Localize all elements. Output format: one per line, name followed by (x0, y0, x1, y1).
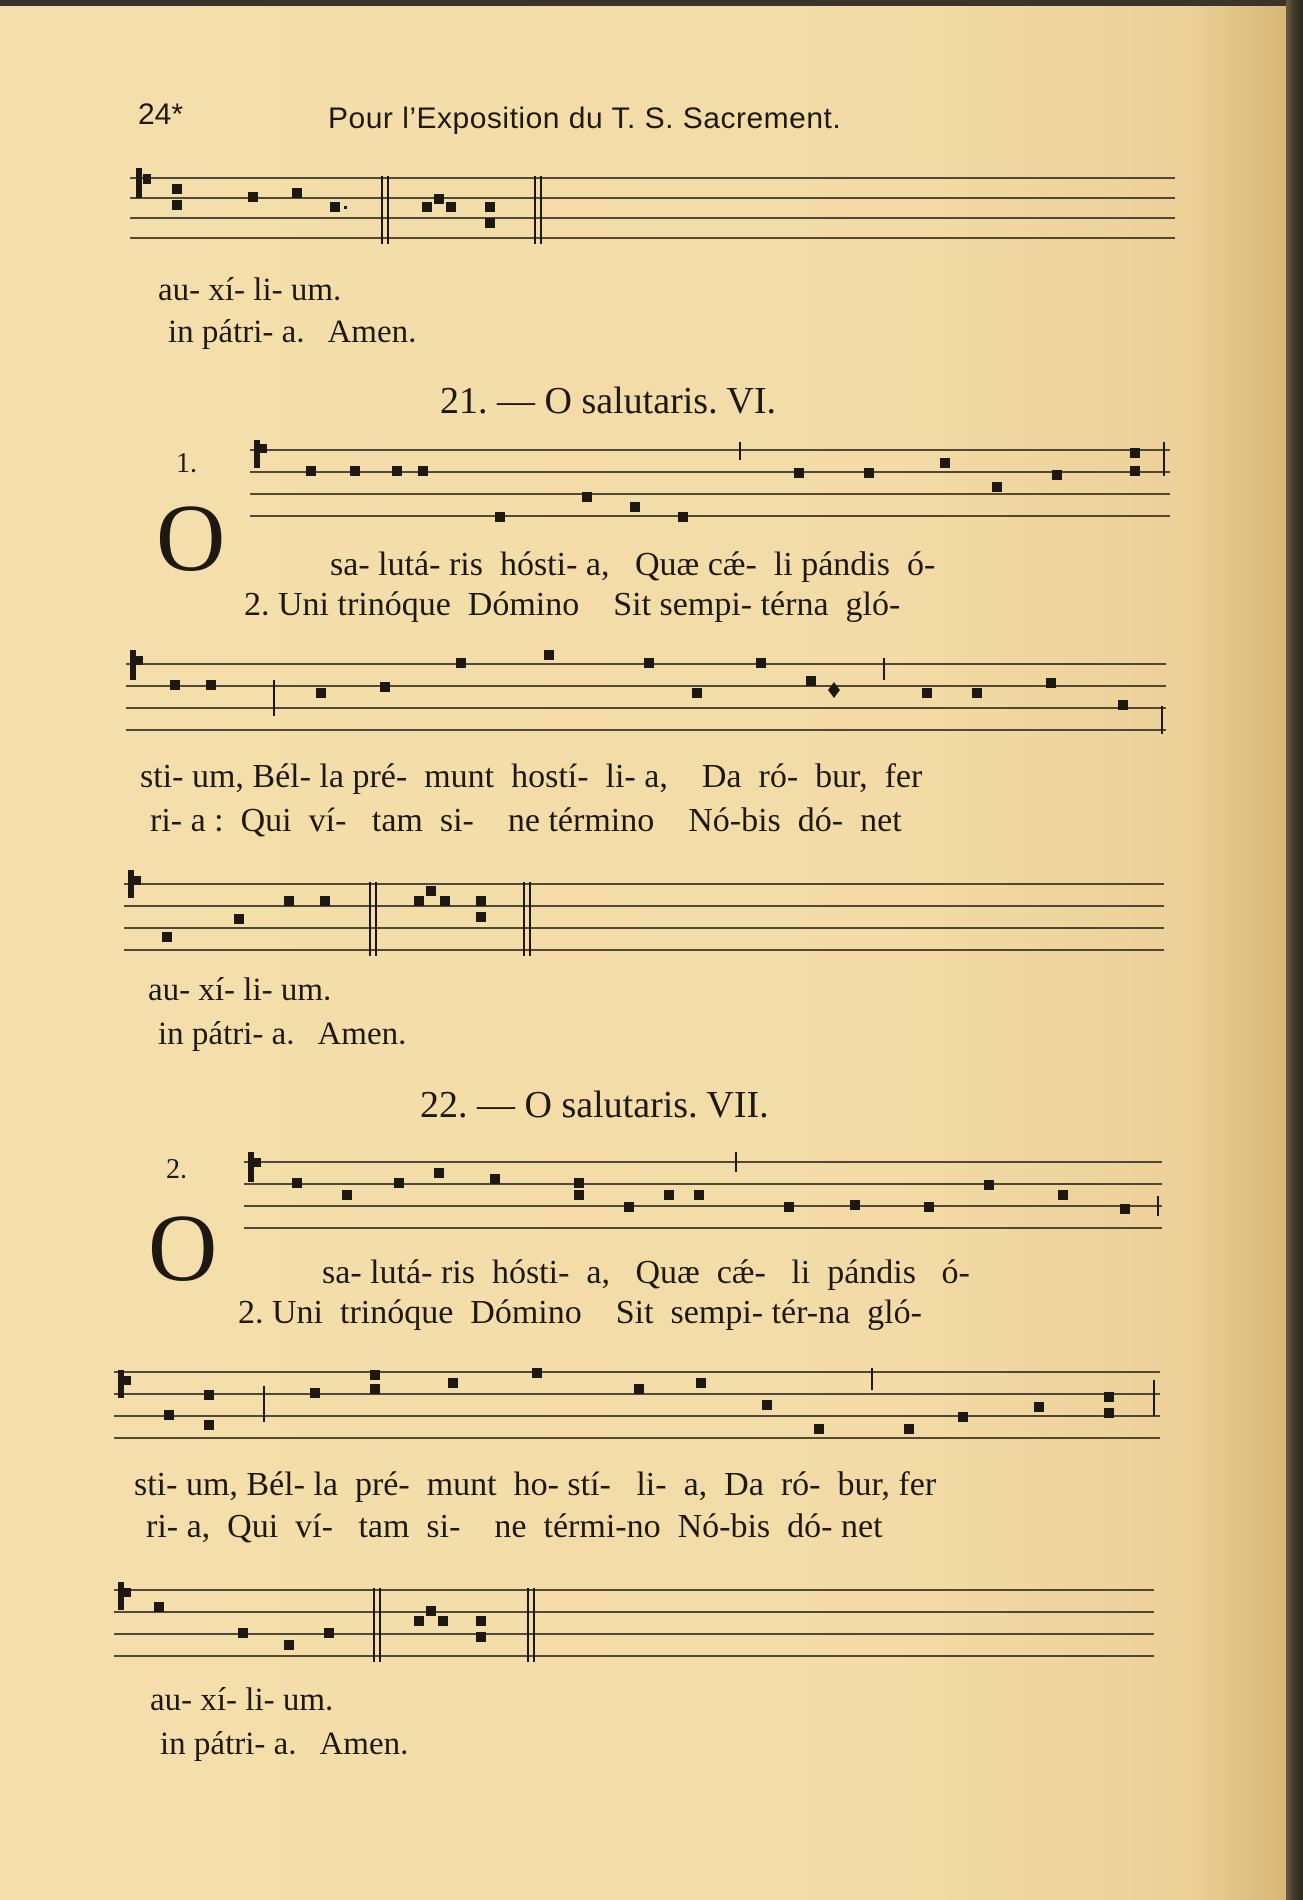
lyrics-line: in pátri- a. Amen. (158, 1016, 407, 1052)
music-staff (244, 1150, 1162, 1250)
verse-number: 2. (166, 1154, 187, 1185)
music-staff (124, 870, 1164, 970)
music-staff (250, 440, 1170, 540)
lyrics-verse-2: 2. Uni trinóque Dómino Sit sempi- térna gló- (244, 586, 901, 623)
running-title: Pour l’Exposition du T. S. Sacrement. (328, 102, 842, 135)
lyrics-verse-2: ri- a : Qui ví- tam si- ne término Nó-bis dó- net (150, 802, 902, 839)
page-number: 24* (138, 98, 184, 131)
book-spine (1286, 0, 1303, 1900)
lyrics-line: in pátri- a. Amen. (168, 314, 417, 350)
verse-number: 1. (176, 448, 197, 479)
music-staff (114, 1580, 1154, 1680)
music-staff (126, 650, 1166, 750)
lyrics-line: au- xí- li- um. (158, 272, 342, 308)
chant-title: 21. — O salutaris. VI. (440, 380, 776, 422)
lyrics-verse-2: ri- a, Qui ví- tam si- ne térmi-no Nó-bis dó- net (146, 1508, 883, 1545)
lyrics-verse-1: sti- um, Bél- la pré- munt ho- stí- li- a, Da ró- bur, fer (134, 1466, 937, 1503)
lyrics-verse-1: sa- lutá- ris hósti- a, Quæ cǽ- li pándis ó- (322, 1254, 970, 1291)
lyrics-verse-1: sa- lutá- ris hósti- a, Quæ cǽ- li pándis ó- (330, 546, 936, 583)
chant-title: 22. — O salutaris. VII. (420, 1084, 769, 1126)
music-staff (130, 162, 1175, 262)
initial-letter: O (148, 1194, 218, 1301)
lyrics-line: au- xí- li- um. (148, 972, 332, 1008)
lyrics-verse-2: 2. Uni trinóque Dómino Sit sempi- tér-na gló- (238, 1294, 922, 1331)
lyrics-line: au- xí- li- um. (150, 1682, 334, 1718)
lyrics-line: in pátri- a. Amen. (160, 1726, 409, 1762)
music-staff (114, 1360, 1160, 1460)
lyrics-verse-1: sti- um, Bél- la pré- munt hostí- li- a, Da ró- bur, fer (140, 758, 923, 795)
initial-letter: O (156, 484, 226, 591)
